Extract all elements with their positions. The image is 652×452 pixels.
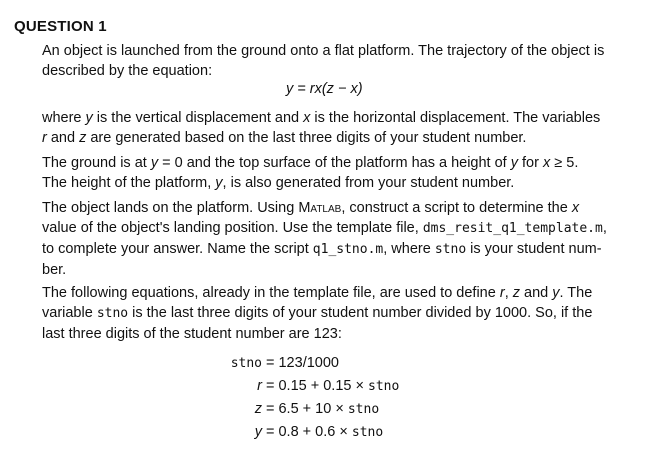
platform-line-1 (42, 153, 578, 173)
text: The object lands on the platform. Using (42, 200, 299, 216)
text: , (504, 285, 513, 301)
var-y: y (85, 110, 93, 126)
text: = 0.8 + 0.6 × (266, 424, 352, 440)
text: ≥ 5. (550, 155, 579, 171)
equation-rhs (266, 401, 379, 417)
text: where (42, 110, 86, 126)
text: and (520, 285, 553, 301)
script-filename: q1_stno.m (312, 242, 384, 257)
paragraph-intro (42, 41, 604, 81)
equation-lhs: z (254, 401, 262, 417)
var-y: y (510, 155, 518, 171)
text: , is also generated from your student number. (222, 175, 515, 191)
equation-row-r (0, 378, 652, 398)
text: = 123/1000 (266, 355, 339, 371)
text: are generated based on the last three digits of your student number. (86, 130, 527, 146)
stno-var: stno (347, 402, 380, 417)
var-x: x (542, 155, 551, 171)
stno-var: stno (434, 242, 467, 257)
equation-block (0, 355, 652, 445)
task-line-3 (42, 239, 607, 260)
text: The following equations, already in the template file, are used to define (42, 285, 500, 301)
var-y: y (552, 285, 560, 301)
var-y: y (215, 175, 223, 191)
variables-line-2 (42, 128, 600, 148)
var-z: z (79, 130, 87, 146)
text: , where (383, 241, 435, 257)
paragraph-variables (42, 108, 600, 148)
equation-lhs: y (254, 424, 262, 440)
text: The height of the platform, (42, 175, 216, 191)
stno-var: stno (368, 379, 400, 394)
task-line-2 (42, 218, 607, 239)
var-x: x (571, 200, 580, 216)
text: and (46, 130, 80, 146)
intro-line-1: An object is launched from the ground onto a flat platform. The trajectory of the object is (42, 43, 605, 59)
equation-row-y (0, 424, 652, 444)
equation-rhs (266, 378, 399, 394)
equation-row-stno (0, 355, 652, 375)
template-filename: dms_resit_q1_template.m (422, 221, 603, 236)
equation-rhs (266, 424, 383, 440)
equation-row-z (0, 401, 652, 421)
eqintro-line-3: last three digits of the student number are 123: (42, 326, 342, 342)
text: , construct a script to determine the (341, 200, 572, 216)
text: is the vertical displacement and (92, 110, 304, 126)
text: is the last three digits of your student number divided by 1000. So, if the (128, 305, 593, 321)
trajectory-equation: y = rx(z − x) (286, 81, 363, 97)
var-r: r (499, 285, 505, 301)
task-line-4: ber. (42, 262, 67, 278)
stno-var: stno (351, 425, 384, 440)
matlab-name: Matlab (298, 200, 342, 216)
text: for (518, 155, 543, 171)
equation-lhs: stno (230, 356, 262, 371)
text: = 0.15 + 0.15 × (266, 378, 368, 394)
question-heading: QUESTION 1 (14, 18, 107, 35)
equation-rhs (266, 355, 339, 371)
text: , (602, 220, 607, 236)
var-r: r (42, 130, 47, 146)
stno-var: stno (96, 306, 129, 321)
eqintro-line-2 (42, 303, 592, 324)
text: is your student num- (466, 241, 602, 257)
text: variable (42, 305, 97, 321)
text: value of the object's landing position. Use the template file, (42, 220, 423, 236)
text: to complete your answer. Name the script (42, 241, 313, 257)
task-line-1 (42, 198, 607, 218)
platform-line-2 (42, 173, 578, 193)
var-z: z (512, 285, 520, 301)
text: is the horizontal displacement. The variables (310, 110, 601, 126)
paragraph-platform (42, 153, 578, 193)
variables-line-1 (42, 108, 600, 128)
text: = 6.5 + 10 × (266, 401, 348, 417)
paragraph-equations-intro (42, 283, 592, 344)
text: The ground is at (42, 155, 151, 171)
var-x: x (303, 110, 311, 126)
text: = 0 and the top surface of the platform has a height of (158, 155, 511, 171)
equation-lhs: r (257, 378, 262, 394)
eqintro-line-1 (42, 283, 592, 303)
intro-line-2: described by the equation: (42, 63, 213, 79)
paragraph-task (42, 198, 607, 280)
text: . The (559, 285, 593, 301)
var-y: y (150, 155, 159, 171)
